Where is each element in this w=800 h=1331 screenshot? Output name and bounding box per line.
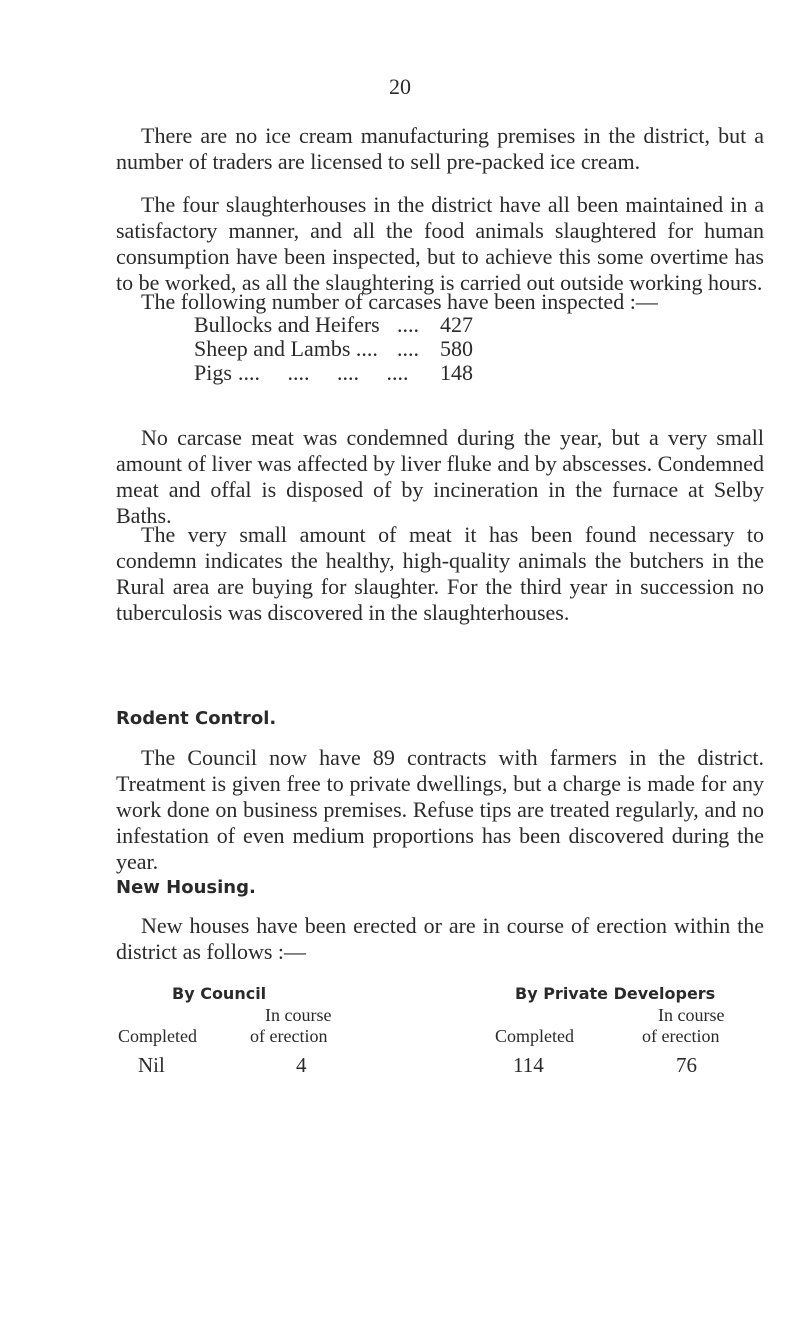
condemned-paragraph: No carcase meat was condemned during the year, but a very small amount of liver was affected by liver fluke and by abscesses. Condemned meat and offal is disposed of by incineration in the furnace at Selby Baths. [116, 425, 764, 528]
private-in-course-header-2: of erection [642, 1026, 720, 1046]
rodent-control-heading: Rodent Control. [116, 708, 277, 729]
carcase-leader-dots: .... .... .... .... [238, 360, 409, 385]
carcase-count: 580 [440, 336, 473, 361]
private-in-course-header-1: In course [658, 1005, 725, 1025]
carcase-count: 148 [440, 360, 473, 385]
council-group-label: By Council [172, 984, 267, 1003]
council-in-course-value: 4 [296, 1053, 307, 1077]
council-in-course-header-1: In course [265, 1005, 332, 1025]
private-in-course-value: 76 [676, 1053, 697, 1077]
council-completed-value: Nil [138, 1053, 165, 1077]
new-housing-heading: New Housing. [116, 877, 256, 898]
carcase-row [194, 337, 534, 361]
carcase-animal: Sheep and Lambs .... [194, 336, 378, 361]
council-completed-header: Completed [118, 1026, 197, 1046]
carcase-animal: Bullocks and Heifers [194, 312, 380, 337]
council-in-course-header-2: of erection [250, 1026, 328, 1046]
rodent-paragraph: The Council now have 89 contracts with farmers in the district. Treatment is given free to private dwellings, but a charge is made for any work done on business premises. Refuse tips are treated regularly, and no infestation of even medium proportions has been discovered during the year. [116, 745, 764, 874]
page-number: 20 [389, 74, 411, 99]
housing-paragraph: New houses have been erected or are in course of erection within the district as follows :— [116, 913, 764, 964]
carcase-row [194, 361, 534, 385]
slaughterhouses-paragraph: The four slaughterhouses in the district have all been maintained in a satisfactory manner, and all the food animals slaughtered for human consumption have been inspected, but to achieve this some overtime has to be worked, as all the slaughtering is carried out outside working hours. [116, 192, 764, 295]
ice-cream-paragraph: There are no ice cream manufacturing premises in the district, but a number of traders are licensed to sell pre-packed ice cream. [116, 123, 764, 174]
private-completed-value: 114 [513, 1053, 544, 1077]
healthy-paragraph: The very small amount of meat it has been found necessary to condemn indicates the healthy, high-quality animals the butchers in the Rural area are buying for slaughter. For the third year in succession no tuberculosis was discovered in the slaughterhouses. [116, 522, 764, 625]
carcases-intro: The following number of carcases have been inspected :— [141, 289, 658, 314]
private-completed-header: Completed [495, 1026, 574, 1046]
carcase-table [194, 313, 534, 385]
carcase-count: 427 [440, 312, 473, 337]
carcase-leader-dots: .... [397, 336, 419, 361]
carcase-row [194, 313, 534, 337]
private-group-label: By Private Developers [515, 984, 716, 1003]
carcase-animal: Pigs [194, 360, 232, 385]
carcase-leader-dots: .... [397, 312, 419, 337]
